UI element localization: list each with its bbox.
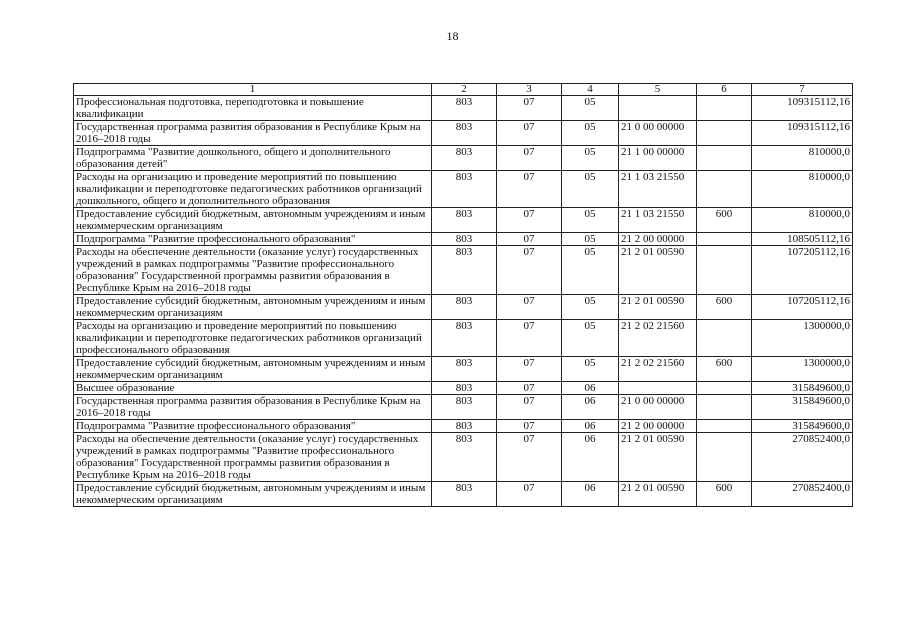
column-header: 2 <box>432 84 497 96</box>
target-article-cell: 21 1 03 21550 <box>619 208 697 233</box>
ministry-code-cell: 803 <box>432 382 497 395</box>
section-code-cell: 07 <box>497 433 562 482</box>
expense-type-cell <box>697 146 752 171</box>
ministry-code-cell: 803 <box>432 320 497 357</box>
subsection-code-cell: 05 <box>562 246 619 295</box>
target-article-cell: 21 2 02 21560 <box>619 357 697 382</box>
ministry-code-cell: 803 <box>432 357 497 382</box>
ministry-code-cell: 803 <box>432 420 497 433</box>
target-article-cell: 21 2 01 00590 <box>619 246 697 295</box>
column-header: 6 <box>697 84 752 96</box>
section-code-cell: 07 <box>497 295 562 320</box>
section-code-cell: 07 <box>497 233 562 246</box>
target-article-cell <box>619 382 697 395</box>
subsection-code-cell: 05 <box>562 121 619 146</box>
table-row <box>74 121 853 146</box>
page-number: 18 <box>446 29 459 43</box>
row-name-cell: Подпрограмма "Развитие профессионального образования" <box>74 420 432 433</box>
table-row <box>74 382 853 395</box>
target-article-cell: 21 1 00 00000 <box>619 146 697 171</box>
expense-type-cell <box>697 246 752 295</box>
amount-cell: 1300000,0 <box>752 320 853 357</box>
section-code-cell: 07 <box>497 96 562 121</box>
ministry-code-cell: 803 <box>432 433 497 482</box>
subsection-code-cell: 05 <box>562 320 619 357</box>
table-row <box>74 171 853 208</box>
amount-cell: 810000,0 <box>752 208 853 233</box>
expense-type-cell <box>697 233 752 246</box>
expense-type-cell <box>697 420 752 433</box>
ministry-code-cell: 803 <box>432 121 497 146</box>
row-name-cell: Предоставление субсидий бюджетным, автономным учреждениям и иным некоммерческим организациям <box>74 482 432 507</box>
ministry-code-cell: 803 <box>432 482 497 507</box>
expense-type-cell <box>697 320 752 357</box>
amount-cell: 315849600,0 <box>752 420 853 433</box>
subsection-code-cell: 05 <box>562 357 619 382</box>
table-row <box>74 146 853 171</box>
row-name-cell: Расходы на обеспечение деятельности (оказание услуг) государственных учреждений в рамках подпрограммы "Развитие профессионального образования" Государственной программы развития образования в Республике Крым на 2016–2018 годы <box>74 246 432 295</box>
amount-cell: 1300000,0 <box>752 357 853 382</box>
amount-cell: 315849600,0 <box>752 382 853 395</box>
target-article-cell <box>619 96 697 121</box>
table-row <box>74 395 853 420</box>
table-row <box>74 96 853 121</box>
row-name-cell: Профессиональная подготовка, переподготовка и повышение квалификации <box>74 96 432 121</box>
target-article-cell: 21 2 01 00590 <box>619 295 697 320</box>
row-name-cell: Подпрограмма "Развитие профессионального образования" <box>74 233 432 246</box>
expense-type-cell: 600 <box>697 208 752 233</box>
amount-cell: 270852400,0 <box>752 482 853 507</box>
row-name-cell: Высшее образование <box>74 382 432 395</box>
table-body <box>74 96 853 507</box>
section-code-cell: 07 <box>497 208 562 233</box>
ministry-code-cell: 803 <box>432 295 497 320</box>
table-row <box>74 420 853 433</box>
section-code-cell: 07 <box>497 395 562 420</box>
ministry-code-cell: 803 <box>432 146 497 171</box>
amount-cell: 810000,0 <box>752 146 853 171</box>
ministry-code-cell: 803 <box>432 233 497 246</box>
subsection-code-cell: 05 <box>562 96 619 121</box>
row-name-cell: Расходы на обеспечение деятельности (оказание услуг) государственных учреждений в рамках подпрограммы "Развитие профессионального образования" Государственной программы развития образования в Республике Крым на 2016–2018 годы <box>74 433 432 482</box>
subsection-code-cell: 06 <box>562 482 619 507</box>
target-article-cell: 21 0 00 00000 <box>619 121 697 146</box>
subsection-code-cell: 05 <box>562 171 619 208</box>
column-header: 4 <box>562 84 619 96</box>
column-header: 1 <box>74 84 432 96</box>
expense-type-cell <box>697 395 752 420</box>
column-header: 3 <box>497 84 562 96</box>
section-code-cell: 07 <box>497 171 562 208</box>
target-article-cell: 21 2 02 21560 <box>619 320 697 357</box>
subsection-code-cell: 06 <box>562 395 619 420</box>
row-name-cell: Государственная программа развития образования в Республике Крым на 2016–2018 годы <box>74 121 432 146</box>
subsection-code-cell: 05 <box>562 233 619 246</box>
amount-cell: 810000,0 <box>752 171 853 208</box>
amount-cell: 108505112,16 <box>752 233 853 246</box>
expense-type-cell: 600 <box>697 295 752 320</box>
table-row <box>74 233 853 246</box>
subsection-code-cell: 06 <box>562 433 619 482</box>
subsection-code-cell: 05 <box>562 295 619 320</box>
table-row <box>74 208 853 233</box>
section-code-cell: 07 <box>497 420 562 433</box>
subsection-code-cell: 05 <box>562 146 619 171</box>
header-row <box>74 84 853 96</box>
row-name-cell: Подпрограмма "Развитие дошкольного, общего и дополнительного образования детей" <box>74 146 432 171</box>
table-row <box>74 320 853 357</box>
ministry-code-cell: 803 <box>432 171 497 208</box>
section-code-cell: 07 <box>497 382 562 395</box>
target-article-cell: 21 2 01 00590 <box>619 482 697 507</box>
row-name-cell: Предоставление субсидий бюджетным, автономным учреждениям и иным некоммерческим организациям <box>74 357 432 382</box>
section-code-cell: 07 <box>497 146 562 171</box>
target-article-cell: 21 1 03 21550 <box>619 171 697 208</box>
amount-cell: 270852400,0 <box>752 433 853 482</box>
table-row <box>74 433 853 482</box>
table-row <box>74 357 853 382</box>
table-row <box>74 482 853 507</box>
subsection-code-cell: 06 <box>562 420 619 433</box>
target-article-cell: 21 2 00 00000 <box>619 420 697 433</box>
expense-type-cell <box>697 382 752 395</box>
row-name-cell: Расходы на организацию и проведение мероприятий по повышению квалификации и переподготовке педагогических работников организаций дошкольного, общего и дополнительного образования <box>74 171 432 208</box>
row-name-cell: Предоставление субсидий бюджетным, автономным учреждениям и иным некоммерческим организациям <box>74 295 432 320</box>
amount-cell: 107205112,16 <box>752 295 853 320</box>
target-article-cell: 21 2 00 00000 <box>619 233 697 246</box>
subsection-code-cell: 05 <box>562 208 619 233</box>
subsection-code-cell: 06 <box>562 382 619 395</box>
expense-type-cell <box>697 96 752 121</box>
column-header: 5 <box>619 84 697 96</box>
target-article-cell: 21 0 00 00000 <box>619 395 697 420</box>
ministry-code-cell: 803 <box>432 96 497 121</box>
ministry-code-cell: 803 <box>432 208 497 233</box>
budget-table <box>73 83 853 507</box>
table-row <box>74 295 853 320</box>
expense-type-cell <box>697 121 752 146</box>
target-article-cell: 21 2 01 00590 <box>619 433 697 482</box>
section-code-cell: 07 <box>497 246 562 295</box>
section-code-cell: 07 <box>497 482 562 507</box>
row-name-cell: Расходы на организацию и проведение мероприятий по повышению квалификации и переподготовке педагогических работников организаций профессионального образования <box>74 320 432 357</box>
expense-type-cell <box>697 433 752 482</box>
expense-type-cell: 600 <box>697 482 752 507</box>
section-code-cell: 07 <box>497 121 562 146</box>
section-code-cell: 07 <box>497 357 562 382</box>
ministry-code-cell: 803 <box>432 395 497 420</box>
expense-type-cell: 600 <box>697 357 752 382</box>
expense-type-cell <box>697 171 752 208</box>
amount-cell: 107205112,16 <box>752 246 853 295</box>
ministry-code-cell: 803 <box>432 246 497 295</box>
amount-cell: 109315112,16 <box>752 121 853 146</box>
row-name-cell: Предоставление субсидий бюджетным, автономным учреждениям и иным некоммерческим организациям <box>74 208 432 233</box>
amount-cell: 315849600,0 <box>752 395 853 420</box>
row-name-cell: Государственная программа развития образования в Республике Крым на 2016–2018 годы <box>74 395 432 420</box>
column-header: 7 <box>752 84 853 96</box>
amount-cell: 109315112,16 <box>752 96 853 121</box>
section-code-cell: 07 <box>497 320 562 357</box>
table-row <box>74 246 853 295</box>
